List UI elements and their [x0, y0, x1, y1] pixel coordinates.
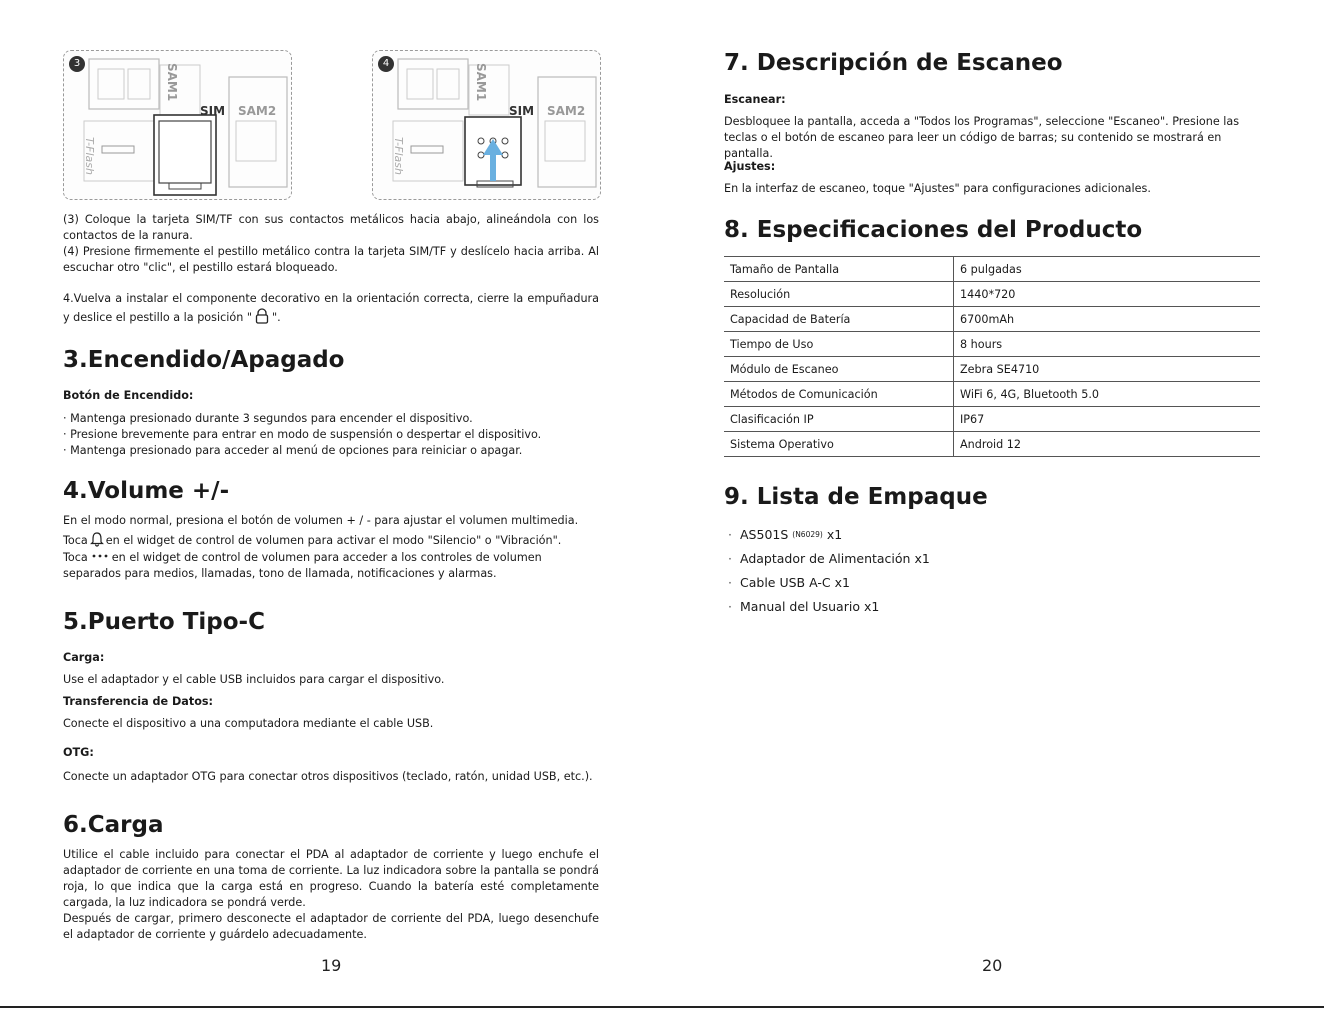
- volume-section-title: 4.Volume +/-: [63, 478, 230, 504]
- typec-data-subtitle: Transferencia de Datos:: [63, 695, 214, 708]
- table-row: [724, 357, 1260, 382]
- pack-item-model: (N6029): [792, 530, 823, 539]
- typec-charge-text: Use el adaptador y el cable USB incluidos para cargar el dispositivo.: [63, 673, 445, 686]
- spec-value: 6700mAh: [954, 307, 1261, 332]
- spec-value: Android 12: [954, 432, 1261, 457]
- figure-number-3: 3: [69, 56, 85, 72]
- charging-paragraph-1: Utilice el cable incluido para conectar el PDA al adaptador de corriente y luego enchufe el adaptador de corriente en una toma de corriente. La luz indicadora sobre la pantalla se pondrá roja, lo que indica que la carga está en progreso. Cuando la batería esté completamente cargada, la luz indicadora se pondrá verde.: [63, 848, 599, 909]
- spec-key: Capacidad de Batería: [724, 307, 954, 332]
- spec-value: IP67: [954, 407, 1261, 432]
- volume-line-3: [63, 550, 599, 582]
- settings-subtitle: Ajustes:: [724, 160, 776, 173]
- list-item: [728, 527, 842, 543]
- scan-section-title: 7. Descripción de Escaneo: [724, 50, 1063, 76]
- packing-section-title: 9. Lista de Empaque: [724, 484, 988, 510]
- tflash-label: T-Flash: [392, 137, 405, 175]
- typec-otg-text: Conecte un adaptador OTG para conectar otros dispositivos (teclado, ratón, unidad USB, etc.).: [63, 770, 593, 783]
- spec-value: WiFi 6, 4G, Bluetooth 5.0: [954, 382, 1261, 407]
- table-row: [724, 257, 1260, 282]
- power-bullet-3: · Mantenga presionado para acceder al menú de opciones para reiniciar o apagar.: [63, 444, 523, 457]
- tflash-label: T-Flash: [83, 137, 96, 175]
- spec-key: Clasificación IP: [724, 407, 954, 432]
- spec-key: Módulo de Escaneo: [724, 357, 954, 382]
- volume-line-2a: Toca: [63, 534, 88, 547]
- sim-label: SIM: [200, 104, 226, 118]
- page-number-left: 19: [321, 956, 342, 975]
- typec-charge-subtitle: Carga:: [63, 651, 105, 664]
- settings-text: En la interfaz de escaneo, toque "Ajustes" para configuraciones adicionales.: [724, 182, 1151, 195]
- bullet: ·: [728, 551, 732, 566]
- pack-item-qty: x1: [826, 527, 843, 542]
- reinstall-text-b: ".: [271, 311, 281, 324]
- power-bullet-1: · Mantenga presionado durante 3 segundos para encender el dispositivo.: [63, 412, 473, 425]
- step-4-text: (4) Presione firmemente el pestillo metálico contra la tarjeta SIM/TF y deslícelo hacia arriba. Al escuchar otro "clic", el pestillo estará bloqueado.: [63, 245, 599, 274]
- volume-line-2b: en el widget de control de volumen para activar el modo "Silencio" o "Vibración".: [105, 534, 562, 547]
- reinstall-text: [63, 289, 599, 327]
- list-item: [728, 551, 930, 567]
- power-bullet-2: · Presione brevemente para entrar en modo de suspensión o despertar el dispositivo.: [63, 428, 542, 441]
- sam1-label: SAM1: [165, 63, 179, 102]
- pack-item-main: Cable USB A-C x1: [740, 575, 850, 590]
- list-item: [728, 575, 850, 591]
- lock-icon: [254, 308, 270, 324]
- spec-value: 8 hours: [954, 332, 1261, 357]
- bullet: ·: [728, 575, 732, 590]
- spec-key: Tiempo de Uso: [724, 332, 954, 357]
- bullet: ·: [728, 599, 732, 614]
- table-row: [724, 382, 1260, 407]
- pack-item-main: AS501S: [740, 527, 789, 542]
- sim-tray-illustration-3: [64, 51, 291, 199]
- page-number-right: 20: [982, 956, 1003, 975]
- spec-key: Resolución: [724, 282, 954, 307]
- page-left: [63, 0, 599, 1009]
- charging-paragraph-2: Después de cargar, primero desconecte el adaptador de corriente del PDA, luego desenchufe el adaptador de corriente y guárdelo adecuadamente.: [63, 912, 599, 941]
- specs-table: [724, 256, 1260, 457]
- spec-value: 6 pulgadas: [954, 257, 1261, 282]
- table-row: [724, 432, 1260, 457]
- table-row: [724, 332, 1260, 357]
- step-3-text: (3) Coloque la tarjeta SIM/TF con sus contactos metálicos hacia abajo, alineándola con los contactos de la ranura.: [63, 213, 599, 242]
- list-item: [728, 599, 879, 615]
- typec-otg-subtitle: OTG:: [63, 746, 94, 759]
- volume-line-2: [63, 531, 599, 549]
- typec-data-text: Conecte el dispositivo a una computadora mediante el cable USB.: [63, 717, 434, 730]
- power-button-subtitle: Botón de Encendido:: [63, 389, 194, 402]
- scan-text: Desbloquee la pantalla, acceda a "Todos los Programas", seleccione "Escaneo". Presione las teclas o el botón de escaneo para leer un código de barras; su contenido se mostrará en pantalla.: [724, 115, 1240, 160]
- page-right: [724, 0, 1260, 1009]
- bullet: ·: [728, 527, 732, 542]
- charging-section-title: 6.Carga: [63, 812, 164, 838]
- bottom-divider: [0, 1006, 1324, 1008]
- sim-slot-figure-3: [63, 50, 292, 200]
- spec-key: Tamaño de Pantalla: [724, 257, 954, 282]
- spec-key: Sistema Operativo: [724, 432, 954, 457]
- figure-number-4: 4: [378, 56, 394, 72]
- spec-value: 1440*720: [954, 282, 1261, 307]
- volume-line-1: En el modo normal, presiona el botón de volumen + / - para ajustar el volumen multimedia.: [63, 514, 579, 527]
- sam1-label: SAM1: [474, 63, 488, 102]
- typec-section-title: 5.Puerto Tipo-C: [63, 609, 265, 635]
- scan-subtitle: Escanear:: [724, 93, 786, 106]
- more-dots-icon: [90, 551, 110, 561]
- table-row: [724, 307, 1260, 332]
- bell-icon: [90, 531, 104, 547]
- sim-label: SIM: [509, 104, 535, 118]
- table-row: [724, 407, 1260, 432]
- table-row: [724, 282, 1260, 307]
- sim-slot-figure-4: [372, 50, 601, 200]
- sim-tray-illustration-4: [373, 51, 600, 199]
- sam2-label: SAM2: [547, 104, 586, 118]
- specs-section-title: 8. Especificaciones del Producto: [724, 217, 1143, 243]
- sam2-label: SAM2: [238, 104, 277, 118]
- spec-value: Zebra SE4710: [954, 357, 1261, 382]
- power-section-title: 3.Encendido/Apagado: [63, 347, 345, 373]
- reinstall-text-a: 4.Vuelva a instalar el componente decorativo en la orientación correcta, cierre la empuñadura y deslice el pestillo a la posición ": [63, 292, 599, 324]
- volume-line-3b: en el widget de control de volumen para acceder a los controles de volumen separados para medios, llamadas, tono de llamada, notificaciones y alarmas.: [63, 551, 542, 580]
- volume-line-3a: Toca: [63, 551, 88, 564]
- pack-item-main: Adaptador de Alimentación x1: [740, 551, 930, 566]
- spec-key: Métodos de Comunicación: [724, 382, 954, 407]
- pack-item-main: Manual del Usuario x1: [740, 599, 880, 614]
